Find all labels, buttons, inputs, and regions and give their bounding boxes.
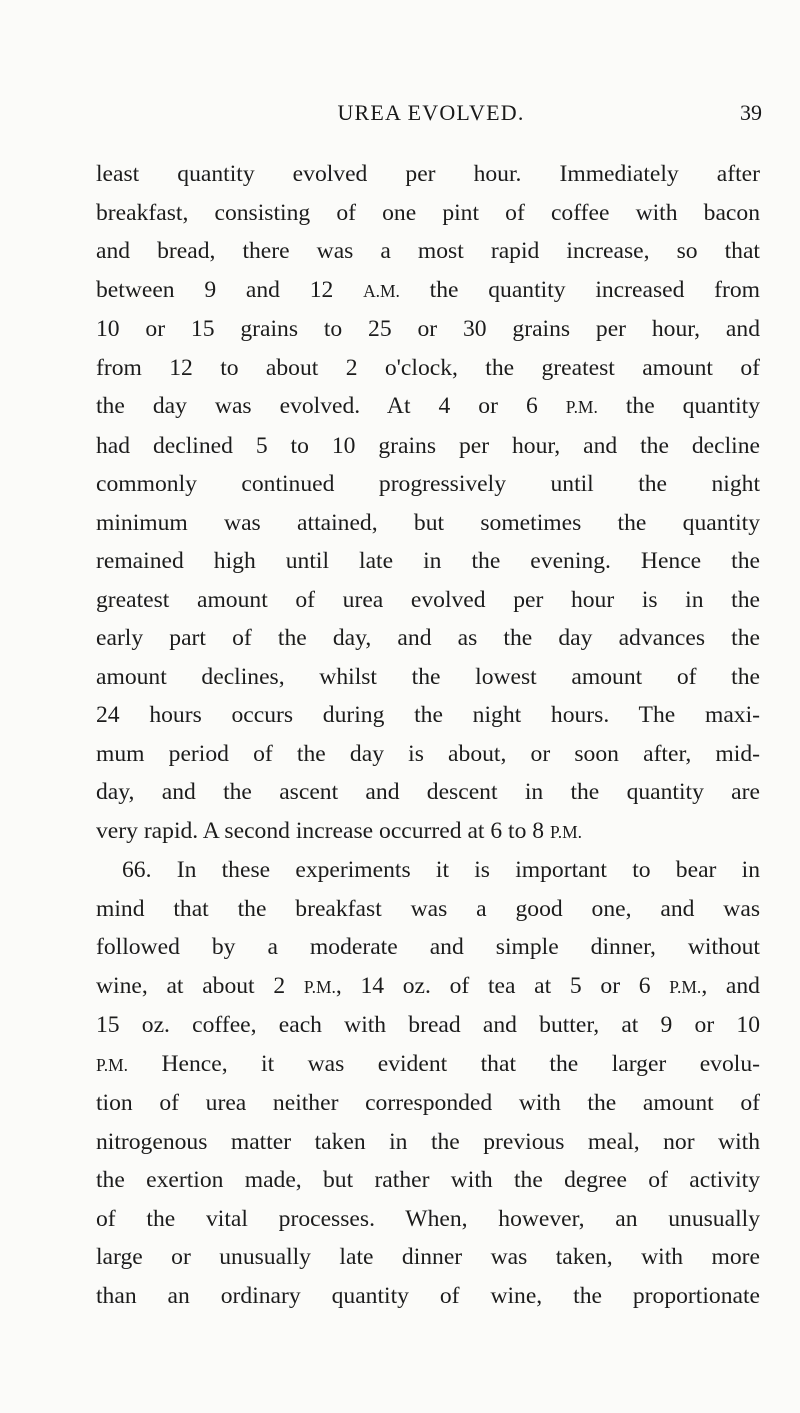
running-title: UREA EVOLVED. bbox=[337, 100, 525, 125]
text-line: mind that the breakfast was a good one, and was bbox=[96, 895, 760, 922]
text-line: early part of the day, and as the day advances the bbox=[96, 625, 760, 651]
text-line: 10 or 15 grains to 25 or 30 grains per hour, and bbox=[96, 316, 760, 342]
text-line: very rapid. A second increase occurred at 6 to 8 P.M. bbox=[96, 817, 583, 844]
text-line: tion of urea neither corresponded with the amount of bbox=[96, 1090, 760, 1116]
text-line: breakfast, consisting of one pint of coffee with bacon bbox=[96, 199, 760, 226]
page-number: 39 bbox=[740, 100, 762, 125]
text-line: day, and the ascent and descent in the quantity are bbox=[96, 779, 760, 805]
text-line: least quantity evolved per hour. Immediately after bbox=[96, 161, 760, 187]
text-line: the exertion made, but rather with the degree of activity bbox=[96, 1167, 760, 1193]
text-line: minimum was attained, but sometimes the quantity bbox=[96, 509, 760, 536]
text-line: 66. In these experiments it is important to bear in bbox=[122, 857, 760, 883]
text-line: had declined 5 to 10 grains per hour, and the decline bbox=[96, 432, 760, 459]
text-line: nitrogenous matter taken in the previous meal, nor with bbox=[96, 1128, 760, 1155]
text-line: the day was evolved. At 4 or 6 P.M. the quantity bbox=[96, 393, 760, 419]
text-line: amount declines, whilst the lowest amount of the bbox=[96, 663, 760, 690]
body-text bbox=[96, 155, 760, 1315]
text-line: wine, at about 2 P.M., 14 oz. of tea at 5 or 6 P.M., and bbox=[96, 972, 760, 999]
text-line: from 12 to about 2 o'clock, the greatest amount of bbox=[96, 354, 760, 381]
text-line: between 9 and 12 A.M. the quantity increased from bbox=[96, 276, 761, 303]
text-line: 15 oz. coffee, each with bread and butter, at 9 or 10 bbox=[96, 1012, 760, 1038]
text-line: than an ordinary quantity of wine, the proportionate bbox=[96, 1282, 760, 1309]
text-line: followed by a moderate and simple dinner, without bbox=[96, 934, 760, 960]
text-line: greatest amount of urea evolved per hour is in the bbox=[96, 586, 760, 613]
text-line: large or unusually late dinner was taken, with more bbox=[96, 1244, 760, 1270]
text-line: P.M. Hence, it was evident that the larger evolu- bbox=[96, 1050, 760, 1077]
text-line: remained high until late in the evening. Hence the bbox=[96, 548, 760, 574]
text-line: 24 hours occurs during the night hours. The maxi- bbox=[96, 702, 760, 728]
text-line: mum period of the day is about, or soon after, mid- bbox=[96, 740, 760, 767]
text-line: and bread, there was a most rapid increase, so that bbox=[96, 238, 760, 264]
text-line: commonly continued progressively until the night bbox=[96, 471, 760, 497]
text-line: of the vital processes. When, however, an unusually bbox=[96, 1205, 760, 1232]
running-head bbox=[100, 100, 762, 130]
